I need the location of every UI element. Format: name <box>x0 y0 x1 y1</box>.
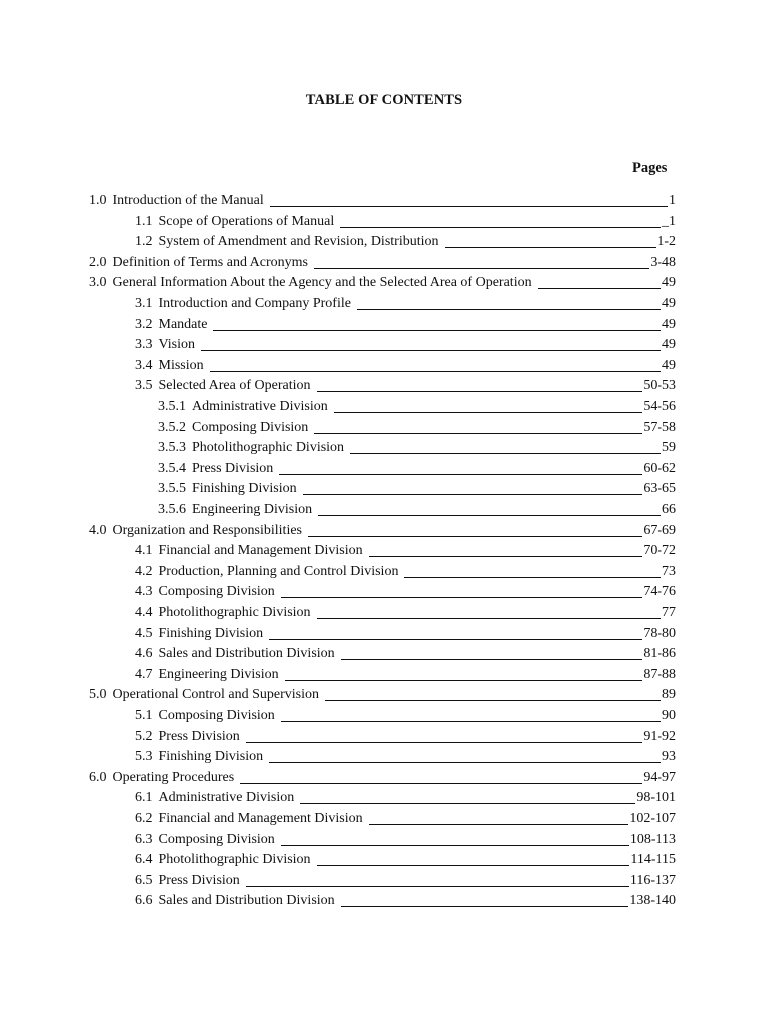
toc-entry-page: 1-2 <box>657 234 676 250</box>
toc-entry <box>0 418 768 438</box>
leader-line <box>334 412 643 413</box>
leader-line <box>281 597 643 598</box>
toc-entry <box>0 891 768 911</box>
toc-entry-number: 6.4 <box>135 852 153 868</box>
toc-entry-label: Organization and Responsibilities <box>112 522 302 538</box>
toc-entry <box>0 232 768 252</box>
toc-entry <box>0 768 768 788</box>
toc-entry <box>0 788 768 808</box>
toc-entry-number: 4.6 <box>135 646 153 662</box>
toc-entry <box>0 479 768 499</box>
toc-entry-label: Sales and Distribution Division <box>158 646 335 662</box>
toc-entry-page: 1 <box>669 193 676 208</box>
toc-entry-label: Introduction of the Manual <box>112 193 264 208</box>
toc-entry <box>0 356 768 376</box>
leader-line <box>213 330 661 331</box>
toc-entry <box>0 624 768 644</box>
toc-entry <box>0 727 768 747</box>
toc-entry-number: 6.6 <box>135 893 153 909</box>
leader-line <box>369 824 629 825</box>
toc-entry-label: Operational Control and Supervision <box>112 687 319 703</box>
toc-entry-label: Photolithographic Division <box>192 440 345 456</box>
toc-entry <box>0 521 768 541</box>
toc-entry-label: Photolithographic Division <box>158 852 311 868</box>
toc-entry-page: 49 <box>662 275 676 291</box>
leader-line <box>279 474 642 475</box>
toc-entry-page: 77 <box>662 605 676 620</box>
leader-line <box>308 536 642 537</box>
leader-line <box>285 680 643 681</box>
leader-line <box>317 391 643 392</box>
toc-entry-page: 114-115 <box>630 852 676 868</box>
leader-line <box>341 659 643 660</box>
toc-entry-label: General Information About the Agency and the Selected Area of Operation <box>112 275 532 291</box>
toc-entry-number: 3.4 <box>135 357 153 373</box>
toc-entry-page: 102-107 <box>629 811 676 826</box>
toc-entry-page: 3-48 <box>650 254 676 270</box>
toc-entry-number: 4.3 <box>135 584 153 600</box>
leader-line <box>201 350 661 351</box>
toc-entry <box>0 438 768 458</box>
leader-line <box>369 556 643 557</box>
leader-line <box>210 371 661 372</box>
toc-entry-page: 70-72 <box>643 543 676 559</box>
toc-entry-page: 49 <box>662 296 676 311</box>
toc-entry <box>0 850 768 870</box>
toc-entry-label: Vision <box>158 337 195 353</box>
toc-entry-page: 138-140 <box>629 893 676 909</box>
leader-line <box>318 515 661 516</box>
toc-entry-number: 5.1 <box>135 708 153 723</box>
toc-entry-page: 49 <box>662 337 676 353</box>
toc-entry-number: 4.7 <box>135 666 153 682</box>
toc-entry-label: Operating Procedures <box>112 769 235 785</box>
toc-entry-page: 87-88 <box>643 666 676 682</box>
leader-line <box>300 803 635 804</box>
toc-entry-page: 73 <box>662 563 676 579</box>
pages-column-heading: Pages <box>632 160 668 176</box>
leader-line <box>317 618 661 619</box>
toc-entry-label: Press Division <box>158 728 240 744</box>
toc-entry-label: Sales and Distribution Division <box>158 893 335 909</box>
toc-entry-page: 59 <box>662 440 676 456</box>
toc-entry-page: 74-76 <box>643 584 676 600</box>
toc-entry-page: 81-86 <box>643 646 676 662</box>
toc-entry <box>0 376 768 396</box>
toc-entry <box>0 191 768 211</box>
leader-line <box>314 433 642 434</box>
toc-entry-page: 89 <box>662 687 676 703</box>
leader-line <box>350 453 661 454</box>
toc-entry <box>0 603 768 623</box>
toc-entry-page: 66 <box>662 502 676 517</box>
toc-entry-page: 94-97 <box>643 769 676 785</box>
toc-entry-label: Press Division <box>158 872 240 888</box>
leader-line <box>281 721 661 722</box>
toc-entry <box>0 212 768 232</box>
leader-line <box>317 865 630 866</box>
toc-entry <box>0 335 768 355</box>
toc-entry-label: Engineering Division <box>192 502 313 517</box>
toc-entry-label: Composing Division <box>192 419 309 435</box>
toc-entry-label: Composing Division <box>158 831 275 847</box>
toc-entry-number: 4.2 <box>135 563 153 579</box>
toc-entry-number: 3.5.5 <box>158 481 186 497</box>
toc-entry-label: Scope of Operations of Manual <box>158 213 335 229</box>
leader-line <box>445 247 657 248</box>
toc-entry-label: Introduction and Company Profile <box>158 296 351 311</box>
toc-entry-page: 78-80 <box>643 625 676 641</box>
toc-entry <box>0 459 768 479</box>
toc-entry-number: 4.5 <box>135 625 153 641</box>
leader-line <box>314 268 649 269</box>
toc-entry <box>0 747 768 767</box>
leader-line <box>404 577 661 578</box>
toc-entry-page: 91-92 <box>643 728 676 744</box>
leader-line <box>538 288 661 289</box>
toc-entry <box>0 644 768 664</box>
leader-line <box>340 227 661 228</box>
toc-entry-number: 6.2 <box>135 811 153 826</box>
toc-entry-number: 6.1 <box>135 790 153 806</box>
leader-line <box>269 762 661 763</box>
toc-entry-page: 98-101 <box>636 790 676 806</box>
toc-entry-number: 3.5 <box>135 378 153 394</box>
toc-entry-page: 67-69 <box>643 522 676 538</box>
toc-entry-label: System of Amendment and Revision, Distribution <box>158 234 439 250</box>
toc-entry-number: 3.5.1 <box>158 399 186 414</box>
toc-entry-page: 63-65 <box>643 481 676 497</box>
toc-entry-number: 4.1 <box>135 543 153 559</box>
leader-line <box>246 742 643 743</box>
leader-line <box>341 906 629 907</box>
toc-entry-number: 4.4 <box>135 605 153 620</box>
toc-entry-number: 3.1 <box>135 296 153 311</box>
toc-entry-label: Mandate <box>158 316 208 332</box>
toc-entry-label: Finishing Division <box>158 749 264 765</box>
toc-entry <box>0 665 768 685</box>
toc-entry-number: 3.5.6 <box>158 502 186 517</box>
toc-entry-number: 3.5.2 <box>158 419 186 435</box>
toc-entry-label: Financial and Management Division <box>158 543 363 559</box>
leader-line <box>303 494 643 495</box>
page-title: TABLE OF CONTENTS <box>305 92 463 108</box>
toc-entry-number: 4.0 <box>89 522 107 538</box>
toc-entry-number: 1.1 <box>135 213 153 229</box>
toc-entry-number: 3.5.3 <box>158 440 186 456</box>
toc-entry-page: 93 <box>662 749 676 765</box>
toc-entry-number: 6.0 <box>89 769 107 785</box>
toc-entry-page: 60-62 <box>643 460 676 476</box>
toc-entry-label: Engineering Division <box>158 666 279 682</box>
toc-entry-page: _1 <box>662 213 676 229</box>
toc-entry-page: 90 <box>662 708 676 723</box>
toc-entry-label: Selected Area of Operation <box>158 378 311 394</box>
leader-line <box>357 309 661 310</box>
toc-entry <box>0 397 768 417</box>
leader-line <box>270 206 668 207</box>
leader-line <box>246 886 629 887</box>
toc-entry-number: 3.2 <box>135 316 153 332</box>
toc-entry-page: 49 <box>662 357 676 373</box>
toc-entry-label: Photolithographic Division <box>158 605 311 620</box>
leader-line <box>269 639 642 640</box>
toc-entry-page: 54-56 <box>643 399 676 414</box>
toc-entry-number: 5.2 <box>135 728 153 744</box>
toc-entry-number: 6.5 <box>135 872 153 888</box>
toc-entry-page: 116-137 <box>629 872 676 888</box>
toc-entry-page: 49 <box>662 316 676 332</box>
toc-entry-page: 108-113 <box>629 831 676 847</box>
leader-line <box>281 845 629 846</box>
leader-line <box>325 700 661 701</box>
toc-entry-label: Finishing Division <box>158 625 264 641</box>
toc-entry-page: 50-53 <box>643 378 676 394</box>
toc-entry <box>0 562 768 582</box>
toc-entry <box>0 253 768 273</box>
toc-entry-label: Financial and Management Division <box>158 811 363 826</box>
toc-entry-number: 6.3 <box>135 831 153 847</box>
toc-entry-label: Press Division <box>192 460 274 476</box>
toc-entry-number: 1.2 <box>135 234 153 250</box>
toc-entry <box>0 685 768 705</box>
toc-entry <box>0 273 768 293</box>
toc-entry-label: Composing Division <box>158 584 275 600</box>
toc-entry-label: Mission <box>158 357 204 373</box>
toc-entry-label: Production, Planning and Control Division <box>158 563 399 579</box>
toc-entry <box>0 315 768 335</box>
toc-entry-number: 2.0 <box>89 254 107 270</box>
toc-entry <box>0 541 768 561</box>
toc-entry <box>0 871 768 891</box>
toc-entry-label: Administrative Division <box>192 399 328 414</box>
toc-entry <box>0 809 768 829</box>
toc-entry-number: 3.0 <box>89 275 107 291</box>
toc-entry-number: 3.5.4 <box>158 460 186 476</box>
toc-entry <box>0 706 768 726</box>
toc-entry-label: Composing Division <box>158 708 275 723</box>
toc-entry-number: 5.3 <box>135 749 153 765</box>
toc-entry <box>0 582 768 602</box>
toc-entry <box>0 500 768 520</box>
toc-entry-number: 1.0 <box>89 193 107 208</box>
toc-entry-number: 3.3 <box>135 337 153 353</box>
toc-entry-label: Definition of Terms and Acronyms <box>112 254 309 270</box>
toc-entry-label: Finishing Division <box>192 481 297 497</box>
toc-entry-number: 5.0 <box>89 687 107 703</box>
toc-entry-label: Administrative Division <box>158 790 295 806</box>
toc-entry-page: 57-58 <box>643 419 676 435</box>
toc-entry <box>0 830 768 850</box>
toc-entry <box>0 294 768 314</box>
leader-line <box>240 783 642 784</box>
